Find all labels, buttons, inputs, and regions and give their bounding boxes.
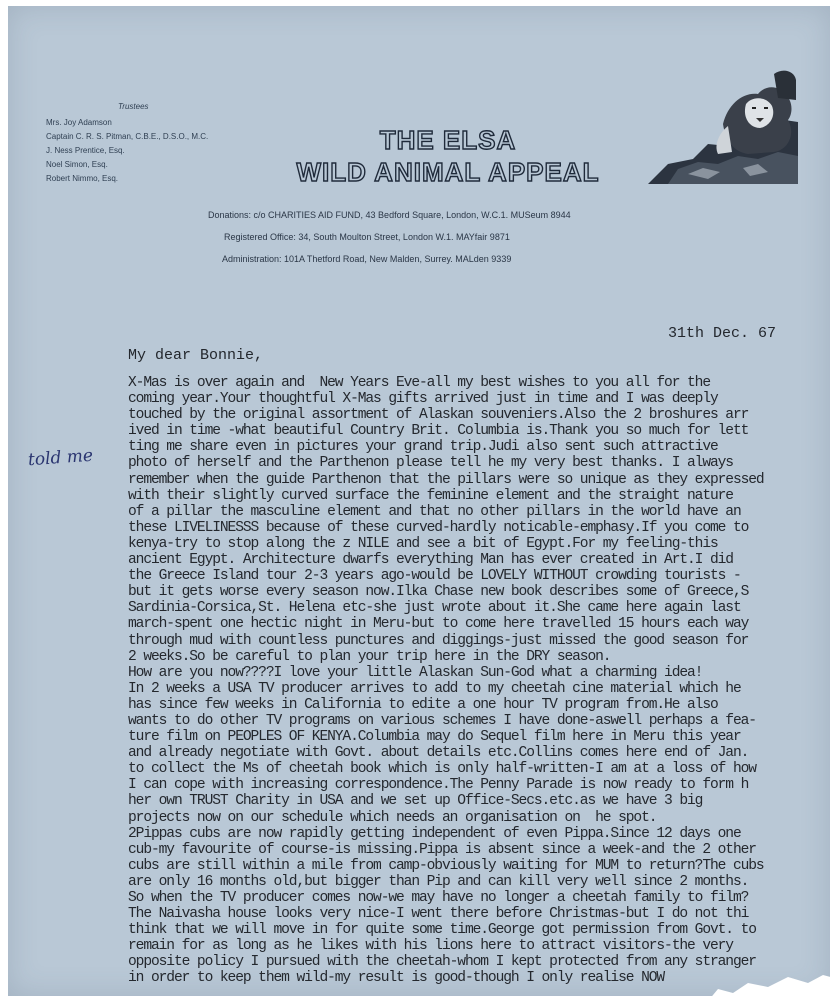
- letter-line: ived in time -what beautiful Country Brit. Columbia is.Thank you so much for lett: [128, 423, 749, 440]
- letter-line: cub-my favourite of course-is missing.Pippa is absent since a week-and the 2 other: [128, 841, 756, 858]
- letter-line: The Naivasha house looks very nice-I went there before Christmas-but I do not thi: [128, 906, 749, 923]
- lioness-logo-icon: [648, 64, 798, 184]
- letter-line: kenya-try to stop along the z NILE and see a bit of Egypt.For my feeling-this: [128, 535, 718, 552]
- letter-sheet: [8, 6, 830, 996]
- letter-line: remember when the guide Parthenon that the pillars were so unique as they expressed: [128, 471, 764, 488]
- torn-corner: [708, 971, 834, 1001]
- letter-line: cubs are still within a mile from camp-obviously waiting for MUM to return?The cubs: [128, 857, 764, 874]
- letter-line: How are you now????I love your little Alaskan Sun-God what a charming idea!: [128, 664, 703, 681]
- letter-line: to collect the Ms of cheetah book which is only half-written-I am at a loss of how: [128, 761, 756, 778]
- letter-line: in order to keep them wild-my result is good-though I only realise NOW: [128, 970, 665, 987]
- letter-line: and already negotiate with Govt. about details etc.Collins comes here end of Jan.: [128, 745, 749, 762]
- title-line-2: WILD ANIMAL APPEAL: [296, 157, 600, 187]
- donations-address: Donations: c/o CHARITIES AID FUND, 43 Bedford Square, London, W.C.1. MUSeum 8944: [208, 210, 571, 220]
- trustee-name: J. Ness Prentice, Esq.: [46, 146, 125, 155]
- letter-line: X-Mas is over again and New Years Eve-all my best wishes to you all for the: [128, 375, 710, 391]
- trustees-heading: Trustees: [118, 102, 149, 111]
- letter-line: projects now on our schedule which needs an organisation on he spot.: [128, 809, 657, 826]
- letter-line: through mud with countless punctures and diggings-just missed the good season for: [128, 632, 749, 649]
- trustee-name: Robert Nimmo, Esq.: [46, 174, 119, 183]
- letter-line: ture film on PEOPLES OF KENYA.Columbia may do Sequel film here in Meru this year: [128, 729, 741, 746]
- letter-line: In 2 weeks a USA TV producer arrives to add to my cheetah cine material which he: [128, 680, 741, 697]
- trustee-name: Noel Simon, Esq.: [46, 160, 108, 169]
- letter-line: ancient Egypt. Architecture dwarfs everything Man has ever created in Art.I did: [128, 552, 733, 569]
- letter-line: photo of herself and the Parthenon please tell he my very best thanks. I always: [128, 455, 733, 472]
- letter-line: coming year.Your thoughtful X-Mas gifts arrived just in time and I was deeply: [128, 391, 718, 408]
- trustee-name: Captain C. R. S. Pitman, C.B.E., D.S.O., M.C.: [46, 132, 209, 141]
- letter-line: are only 16 months old,but bigger than Pip and can kill very well since 2 months.: [128, 873, 749, 890]
- trustee-name: Mrs. Joy Adamson: [46, 118, 112, 127]
- letter-line: but it gets worse every season now.Ilka Chase new book describes some of Greece,S: [128, 584, 749, 601]
- administration-address: Administration: 101A Thetford Road, New Malden, Surrey. MALden 9339: [222, 254, 512, 264]
- letter-date: 31th Dec. 67: [668, 325, 777, 342]
- salutation: My dear Bonnie,: [128, 347, 264, 364]
- letter-line: Sardinia-Corsica,St. Helena etc-she just wrote about it.She came here again last: [128, 600, 741, 617]
- letter-line: think that we will move in for quite some time.George got permission from Govt. to: [128, 922, 756, 939]
- letter-line: remain for as long as he likes with his lions here to attract visitors-the very: [128, 938, 733, 955]
- letter-line: wants to do other TV programs on various schemes I have done-aswell perhaps a fea-: [128, 712, 756, 729]
- trustees-list: [46, 116, 208, 186]
- title-line-1: THE ELSA: [379, 125, 517, 155]
- handwritten-margin-note: told me: [27, 445, 94, 471]
- letter-line: 2 weeks.So be careful to plan your trip here in the DRY season.: [128, 648, 611, 665]
- letter-body: [128, 375, 828, 987]
- registered-office-address: Registered Office: 34, South Moulton Street, London W.1. MAYfair 9871: [224, 232, 510, 242]
- letter-line: So when the TV producer comes now-we may have no longer a cheetah family to film?: [128, 890, 749, 906]
- letter-line: her own TRUST Charity in USA and we set up Office-Secs.etc.as we have 3 big: [128, 793, 703, 810]
- letter-line: ting me share even in pictures your grand trip.Judi also sent such attractive: [128, 439, 718, 456]
- letterhead-title: [258, 124, 638, 188]
- letter-line: these LIVELINESSS because of these curved-hardly noticable-emphasy.If you come to: [128, 519, 749, 536]
- letter-line: 2Pippas cubs are now rapidly getting independent of even Pippa.Since 12 days one: [128, 825, 741, 842]
- letter-line: opposite policy I pursued with the cheetah-whom I kept protected from any stranger: [128, 954, 756, 971]
- letter-line: with their slightly curved surface the feminine element and the straight nature: [128, 487, 733, 504]
- letter-line: of a pillar the masculine element and that no other pillars in the world have an: [128, 503, 741, 520]
- letter-line: touched by the original assortment of Alaskan souveniers.Also the 2 broshures arr: [128, 407, 749, 424]
- letter-line: I can cope with increasing correspondence.The Penny Parade is now ready to form h: [128, 777, 749, 794]
- letter-line: has since few weeks in California to edite a one hour TV program from.He also: [128, 696, 718, 713]
- letter-line: march-spent one hectic night in Meru-but to come here travelled 15 hours each way: [128, 616, 749, 633]
- letter-line: the Greece Island tour 2-3 years ago-would be LOVELY WITHOUT crowding tourists -: [128, 568, 741, 585]
